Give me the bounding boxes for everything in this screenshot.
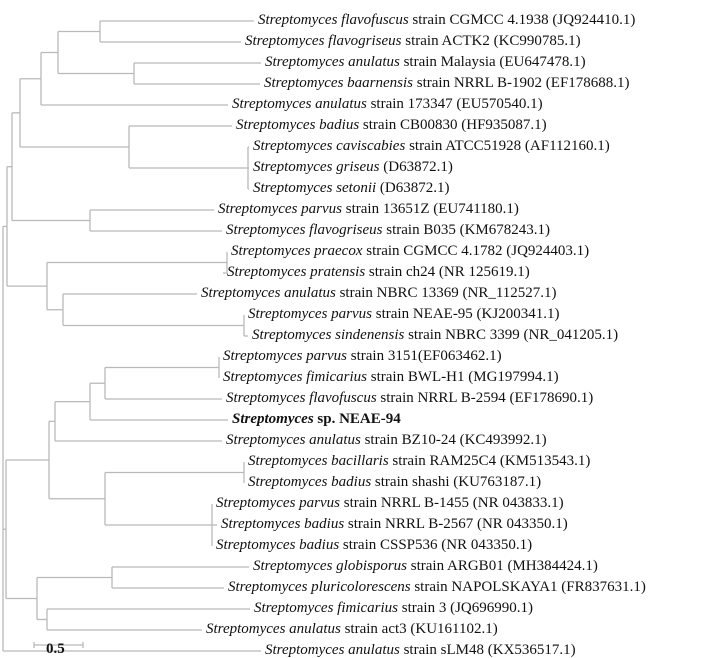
leaf-label	[236, 117, 547, 133]
taxon-name: Streptomyces	[232, 411, 314, 427]
leaf-label	[253, 138, 610, 154]
taxon-name: Streptomyces flavofuscus	[258, 12, 409, 28]
tree-branches	[3, 21, 261, 651]
strain-accession: strain NAPOLSKAYA1 (FR837631.1)	[410, 579, 646, 595]
leaf-label	[258, 12, 635, 28]
strain-accession: strain CSSP536 (NR 043350.1)	[339, 537, 533, 553]
strain-accession: strain 173347 (EU570540.1)	[366, 96, 543, 112]
taxon-name: Streptomyces badius	[216, 537, 340, 553]
strain-accession: strain CB00830 (HF935087.1)	[359, 117, 547, 133]
taxon-name: Streptomyces praecox	[231, 243, 363, 259]
leaf-label	[232, 411, 401, 427]
taxon-name: Streptomyces parvus	[218, 201, 342, 217]
leaf-label	[253, 558, 598, 574]
leaf-label	[254, 600, 533, 616]
taxon-name: Streptomyces flavogriseus	[245, 33, 402, 49]
scale-bar-label: 0.5	[46, 641, 65, 657]
leaf-label	[248, 453, 590, 469]
taxon-name: Streptomyces fimicarius	[254, 600, 399, 616]
leaf-label	[231, 243, 589, 259]
taxon-name: Streptomyces anulatus	[201, 285, 336, 301]
strain-accession: (D63872.1)	[379, 159, 453, 175]
taxon-name: Streptomyces anulatus	[226, 432, 361, 448]
strain-accession: strain ACTK2 (KC990785.1)	[401, 33, 581, 49]
leaf-label	[248, 306, 559, 322]
taxon-name: Streptomyces globisporus	[253, 558, 408, 574]
strain-accession: strain NRRL B-1455 (NR 043833.1)	[340, 495, 564, 511]
taxon-name: Streptomyces caviscabies	[253, 138, 406, 154]
strain-accession: strain 3151(EF063462.1)	[347, 348, 502, 364]
strain-accession: strain Malaysia (EU647478.1)	[399, 54, 586, 70]
leaf-label	[221, 516, 568, 532]
taxon-name: Streptomyces pratensis	[227, 264, 366, 280]
strain-accession: strain ch24 (NR 125619.1)	[365, 264, 530, 280]
taxon-name: Streptomyces pluricolorescens	[228, 579, 411, 595]
taxon-name: Streptomyces flavogriseus	[226, 222, 383, 238]
taxon-name: Streptomyces bacillaris	[248, 453, 389, 469]
strain-accession: (D63872.1)	[376, 180, 450, 196]
taxon-name: Streptomyces setonii	[253, 180, 377, 196]
taxon-name: Streptomyces parvus	[216, 495, 340, 511]
taxon-name: Streptomyces parvus	[248, 306, 372, 322]
leaf-label	[253, 159, 453, 175]
leaf-label	[253, 180, 450, 196]
taxon-name: Streptomyces sindenensis	[252, 327, 405, 343]
leaf-label	[216, 495, 564, 511]
leaf-label	[226, 432, 547, 448]
taxon-name: Streptomyces anulatus	[206, 621, 341, 637]
leaf-label	[226, 390, 593, 406]
strain-accession: strain NBRC 3399 (NR_041205.1)	[404, 327, 619, 343]
strain-accession: strain NBRC 13369 (NR_112527.1)	[335, 285, 557, 301]
strain-accession: strain 13651Z (EU741180.1)	[342, 201, 519, 217]
strain-accession: strain ARGB01 (MH384424.1)	[407, 558, 598, 574]
taxon-name: Streptomyces badius	[236, 117, 360, 133]
leaf-label	[265, 54, 586, 70]
leaf-label	[201, 285, 557, 301]
strain-accession: strain sLM48 (KX536517.1)	[399, 642, 576, 658]
taxon-name: Streptomyces flavofuscus	[226, 390, 377, 406]
leaf-label	[226, 222, 550, 238]
leaf-label	[264, 75, 630, 91]
taxon-name: Streptomyces anulatus	[265, 54, 400, 70]
strain-accession: strain ATCC51928 (AF112160.1)	[405, 138, 610, 154]
taxon-name: Streptomyces badius	[248, 474, 372, 490]
leaf-label	[218, 201, 519, 217]
strain-accession: strain B035 (KM678243.1)	[382, 222, 550, 238]
taxon-name: Streptomyces badius	[221, 516, 345, 532]
strain-accession: strain BWL-H1 (MG197994.1)	[367, 369, 559, 385]
strain-accession: strain NRRL B-1902 (EF178688.1)	[413, 75, 630, 91]
strain-accession: strain NRRL B-2567 (NR 043350.1)	[344, 516, 568, 532]
leaf-label	[248, 474, 541, 490]
taxon-name: Streptomyces parvus	[223, 348, 347, 364]
strain-accession: strain shashi (KU763187.1)	[371, 474, 542, 490]
leaf-label	[228, 579, 646, 595]
strain-accession: strain NEAE-95 (KJ200341.1)	[372, 306, 560, 322]
strain-accession: sp. NEAE-94	[313, 411, 401, 427]
leaf-label	[245, 33, 581, 49]
strain-accession: strain act3 (KU161102.1)	[340, 621, 498, 637]
strain-accession: strain RAM25C4 (KM513543.1)	[388, 453, 591, 469]
taxon-name: Streptomyces anulatus	[232, 96, 367, 112]
taxon-name: Streptomyces fimicarius	[223, 369, 368, 385]
strain-accession: strain 3 (JQ696990.1)	[398, 600, 534, 616]
leaf-label	[223, 348, 502, 364]
taxon-name: Streptomyces baarnensis	[264, 75, 414, 91]
leaf-label	[227, 264, 530, 280]
strain-accession: strain NRRL B-2594 (EF178690.1)	[376, 390, 594, 406]
strain-accession: strain CGMCC 4.1782 (JQ924403.1)	[362, 243, 590, 259]
leaf-label	[232, 96, 543, 112]
leaf-label	[252, 327, 618, 343]
strain-accession: strain CGMCC 4.1938 (JQ924410.1)	[408, 12, 636, 28]
taxon-name: Streptomyces anulatus	[265, 642, 400, 658]
leaf-label	[223, 369, 559, 385]
leaf-label	[206, 621, 498, 637]
taxon-name: Streptomyces griseus	[253, 159, 380, 175]
strain-accession: strain BZ10-24 (KC493992.1)	[360, 432, 547, 448]
leaf-label	[216, 537, 532, 553]
